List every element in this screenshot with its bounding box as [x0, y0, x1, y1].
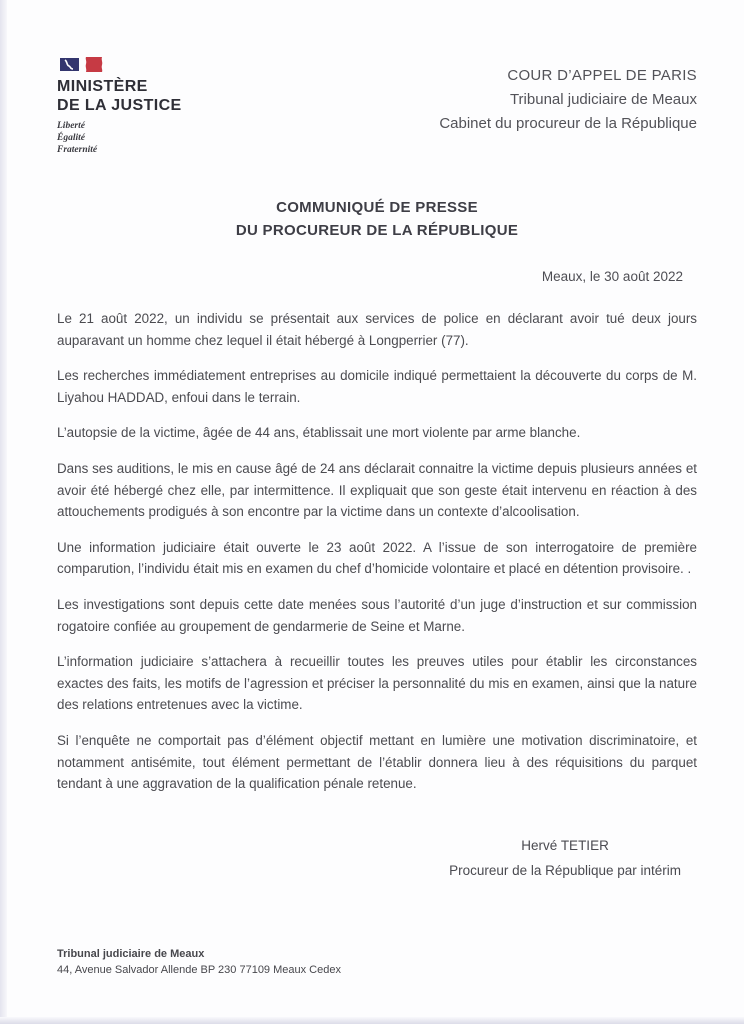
- footer-address: 44, Avenue Salvador Allende BP 230 77109 Meaux Cedex: [57, 964, 341, 976]
- page-edge-bottom: [0, 1017, 744, 1024]
- signature-name: Hervé TETIER: [521, 837, 609, 853]
- ministry-logo-block: [57, 56, 257, 156]
- ministry-name-line1: MINISTÈRE: [57, 78, 148, 95]
- paragraph-5: Une information judiciaire était ouverte le 23 août 2022. A l’issue de son interrogatoire de première comparution, l’individu était mis en examen du chef d’homicide volontaire et placé en détention provisoire. .: [57, 539, 697, 577]
- signature-block: [57, 833, 697, 883]
- tribunal-line: Tribunal judiciaire de Meaux: [509, 91, 697, 108]
- republic-motto: [57, 120, 257, 156]
- signature-title: Procureur de la République par intérim: [449, 862, 681, 878]
- motto-egalite: Égalité: [57, 133, 85, 143]
- paragraph-2: Les recherches immédiatement entreprises au domicile indiqué permettaient la découverte du corps de M. Liyahou HADDAD, enfoui dans le terrain.: [57, 368, 697, 405]
- signature-inner: [449, 833, 681, 883]
- ministry-name-line2: DE LA JUSTICE: [57, 97, 182, 114]
- title-line1: COMMUNIQUÉ DE PRESSE: [276, 199, 478, 216]
- paragraph-8: Si l’enquête ne comportait pas d’élément objectif mettant en lumière une motivation discriminatoire, et notamment antisémite, tout élément permettant de l’établir donnera lieu à des réquisitions du parquet tendant à une aggravation de la qualification pénale retenue.: [57, 732, 697, 792]
- paragraph-6: Les investigations sont depuis cette date menées sous l’autorité d’un juge d’instruction et sur commission rogatoire confiée au groupement de gendarmerie de Seine et Marne.: [57, 596, 697, 634]
- document-footer: [57, 946, 341, 978]
- footer-court-name: Tribunal judiciaire de Meaux: [57, 948, 205, 960]
- paragraph-3: L’autopsie de la victime, âgée de 44 ans, établissait une mort violente par arme blanche.: [57, 425, 581, 441]
- ministry-name: [57, 77, 257, 115]
- title-line2: DU PROCUREUR DE LA RÉPUBLIQUE: [235, 222, 519, 239]
- document-title: [57, 196, 697, 242]
- motto-liberte: Liberté: [57, 121, 85, 131]
- french-flag-icon: [59, 56, 109, 73]
- court-appeal-line: COUR D’APPEL DE PARIS: [507, 67, 697, 84]
- cabinet-line: Cabinet du procureur de la République: [439, 115, 697, 132]
- paragraph-1: Le 21 août 2022, un individu se présentait aux services de police en déclarant avoir tué deux jours auparavant un homme chez lequel il était hébergé à Longperrier (77).: [57, 311, 697, 348]
- document-header: [57, 0, 697, 156]
- motto-fraternite: Fraternité: [57, 145, 98, 155]
- document-body: [57, 308, 697, 795]
- paragraph-7: L’information judiciaire s’attachera à recueillir toutes les preuves utiles pour établir les circonstances exactes des faits, les motifs de l’agression et préciser la personnalité du mis en examen, ainsi que la nature des relations entretenues avec la victime.: [57, 654, 697, 713]
- paragraph-4: Dans ses auditions, le mis en cause âgé de 24 ans déclarait connaitre la victime depuis plusieurs années et avoir été hébergé chez elle, par intermittence. Il expliquait que son geste était intervenu en réaction à des attouchements prodigués à son encontre par la victime dans un contexte d’alcoolisation.: [57, 460, 697, 520]
- court-header: [439, 56, 697, 136]
- dateline: Meaux, le 30 août 2022: [541, 269, 683, 284]
